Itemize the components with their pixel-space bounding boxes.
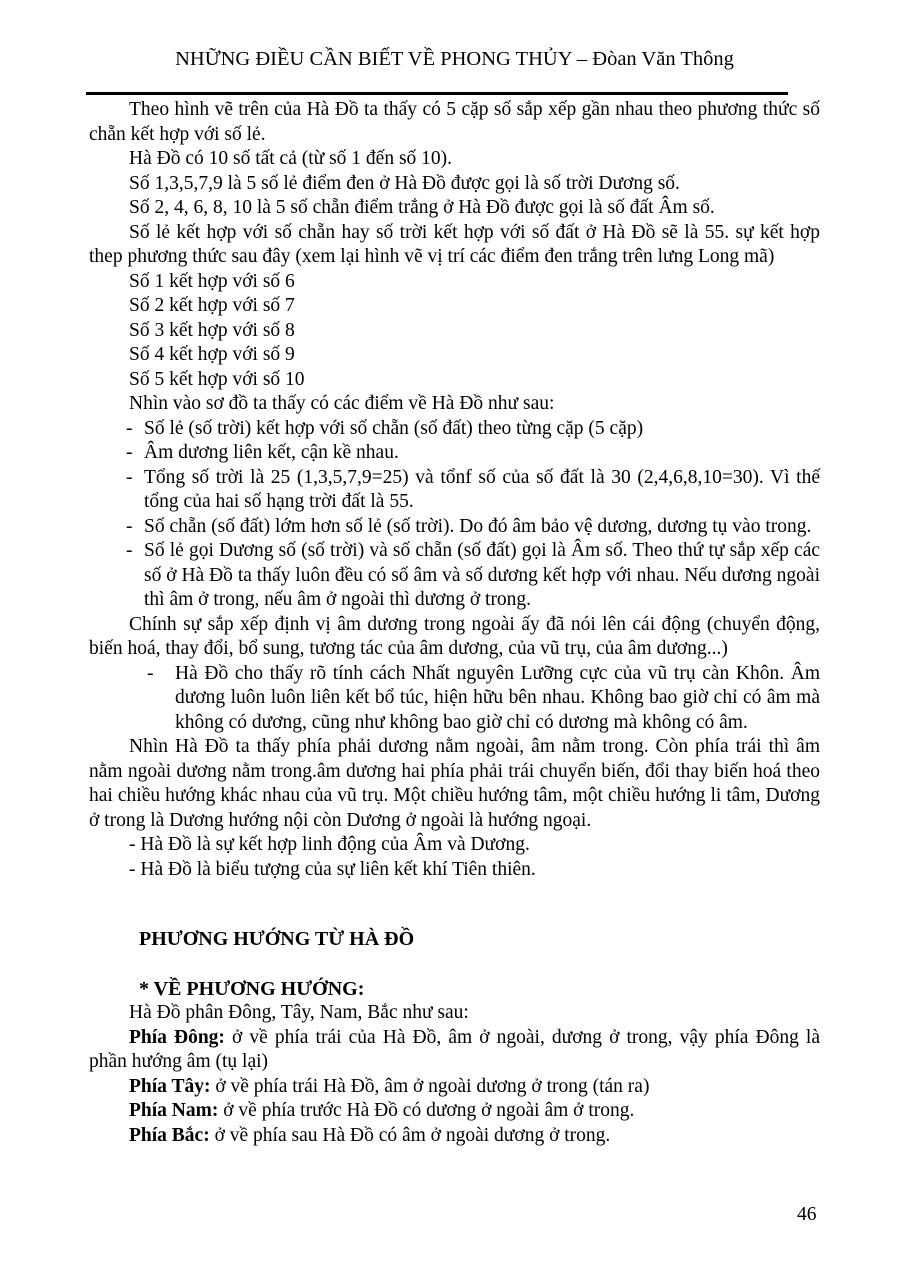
dash-marker: - xyxy=(126,540,133,561)
direction-label: Phía Bắc: xyxy=(129,1124,210,1146)
page-header-title: NHỮNG ĐIỀU CẦN BIẾT VỀ PHONG THỦY – Đòan Văn Thông xyxy=(175,48,734,70)
paragraph-intro: Theo hình vẽ trên của Hà Đồ ta thấy có 5 cặp số sắp xếp gần nhau theo phương thức số chẵn kết hợp với số lẻ. xyxy=(89,99,820,145)
pair-line: Số 1 kết hợp với số 6 xyxy=(129,270,295,292)
dash-line: - Hà Đồ là sự kết hợp linh động của Âm và Dương. xyxy=(129,834,530,855)
bullet-item xyxy=(126,539,820,613)
bullet-item xyxy=(126,466,820,515)
header-rule xyxy=(86,92,788,95)
paragraph-odd-numbers: Số 1,3,5,7,9 là 5 số lẻ điểm đen ở Hà Đồ được gọi là số trời Dương số. xyxy=(129,172,680,194)
paragraph-points-intro: Nhìn vào sơ đồ ta thấy có các điểm về Hà Đồ như sau: xyxy=(129,393,555,414)
bullet-text: Số lẻ (số trời) kết hợp với số chẵn (số đất) theo từng cặp (5 cặp) xyxy=(144,417,644,439)
dash-marker: - xyxy=(126,417,133,439)
paragraph-even-numbers: Số 2, 4, 6, 8, 10 là 5 số chẵn điểm trắng ở Hà Đồ được gọi là số đất Âm số. xyxy=(129,197,715,218)
paragraph-directions-intro: Hà Đồ phân Đông, Tây, Nam, Bắc như sau: xyxy=(129,1002,469,1023)
bullet-text: Âm dương liên kết, cận kề nhau. xyxy=(144,442,399,463)
bullet-item xyxy=(147,662,820,736)
dash-marker: - xyxy=(126,515,133,537)
page-number: 46 xyxy=(797,1204,817,1225)
direction-text: ở về phía trái của Hà Đồ, âm ở ngoài, dương ở trong, vậy phía Đông là phần hướng âm (tụ lại) xyxy=(89,1026,820,1072)
pair-line: Số 5 kết hợp với số 10 xyxy=(129,368,305,390)
bullet-item xyxy=(126,441,820,466)
bullet-text: Số chẵn (số đất) lớm hơn số lẻ (số trời). Do đó âm bảo vệ dương, dương tụ vào trong. xyxy=(144,515,812,537)
paragraph-nhin-ha-do: Nhìn Hà Đồ ta thấy phía phải dương nằm ngoài, âm nằm trong. Còn phía trái thì âm nằm ngoài dương nằm trong.âm dương hai phía phải trái chuyển biến, đổi thay biến hoá theo hai chiều hướng khác nhau của vũ trụ. Một chiều hướng tâm, một chiều hướng li tâm, Dương ở trong là Dương hướng nội còn Dương ở ngoài là hướng ngoại. xyxy=(89,736,820,831)
direction-east xyxy=(89,1026,820,1075)
bullet-item xyxy=(126,515,820,540)
bullet-text: Tổng số trời là 25 (1,3,5,7,9=25) và tổnf số của số đất là 30 (2,4,6,8,10=30). Vì thế tổng của hai số hạng trời đất là 55. xyxy=(144,466,820,512)
bullet-item xyxy=(126,417,820,442)
direction-text: ở về phía sau Hà Đồ có âm ở ngoài dương ở trong. xyxy=(209,1124,611,1146)
pair-line: Số 3 kết hợp với số 8 xyxy=(129,319,295,341)
pair-line: Số 4 kết hợp với số 9 xyxy=(129,344,295,365)
direction-south xyxy=(89,1099,820,1124)
direction-label: Phía Tây: xyxy=(129,1075,211,1097)
paragraph-dong: Chính sự sắp xếp định vị âm dương trong ngoài ấy đã nói lên cái động (chuyển động, biến hoá, thay đổi, bổ sung, tương tác của âm dương, của vũ trụ, của âm dương...) xyxy=(89,613,820,659)
paragraph-count: Hà Đồ có 10 số tất cả (từ số 1 đến số 10). xyxy=(129,148,453,169)
direction-text: ở về phía trái Hà Đồ, âm ở ngoài dương ở trong (tán ra) xyxy=(210,1075,650,1097)
bullet-text: Hà Đồ cho thấy rõ tính cách Nhất nguyên Lưỡng cực của vũ trụ càn Khôn. Âm dương luôn luôn liên kết bổ túc, hiện hữu bên nhau. Không bao giờ chỉ có âm mà không có dương, cũng như không bao giờ chỉ có dương mà không có âm. xyxy=(175,662,820,733)
direction-west xyxy=(89,1075,820,1100)
dash-line: - Hà Đồ là biểu tượng của sự liên kết khí Tiên thiên. xyxy=(129,858,536,880)
dash-marker: - xyxy=(126,466,133,488)
dash-marker: - xyxy=(126,442,133,463)
pair-line: Số 2 kết hợp với số 7 xyxy=(129,295,295,316)
direction-label: Phía Nam: xyxy=(129,1100,219,1121)
section-heading: PHƯƠNG HƯỚNG TỪ HÀ ĐỒ xyxy=(139,928,415,950)
direction-text: ở về phía trước Hà Đồ có dương ở ngoài âm ở trong. xyxy=(218,1100,635,1121)
direction-north xyxy=(89,1124,820,1149)
bullet-text: Số lẻ gọi Dương số (số trời) và số chẵn (số đất) gọi là Âm số. Theo thứ tự sắp xếp các số ở Hà Đồ ta thấy luôn đều có số âm và số dương kết hợp với nhau. Nếu dương ngoài thì âm ở trong, nếu âm ở ngoài thì dương ở trong. xyxy=(144,540,820,610)
document-body xyxy=(89,98,820,1148)
dash-marker: - xyxy=(147,662,154,684)
paragraph-sum-55: Số lẻ kết hợp với số chẵn hay số trời kết hợp với số đất ở Hà Đồ sẽ là 55. sự kết hợp thep phương thức sau đây (xem lại hình vẽ vị trí các điểm đen trắng trên lưng Long mã) xyxy=(89,221,820,267)
direction-label: Phía Đông: xyxy=(129,1026,225,1048)
sub-heading: * VỀ PHƯƠNG HƯỚNG: xyxy=(139,977,365,1000)
